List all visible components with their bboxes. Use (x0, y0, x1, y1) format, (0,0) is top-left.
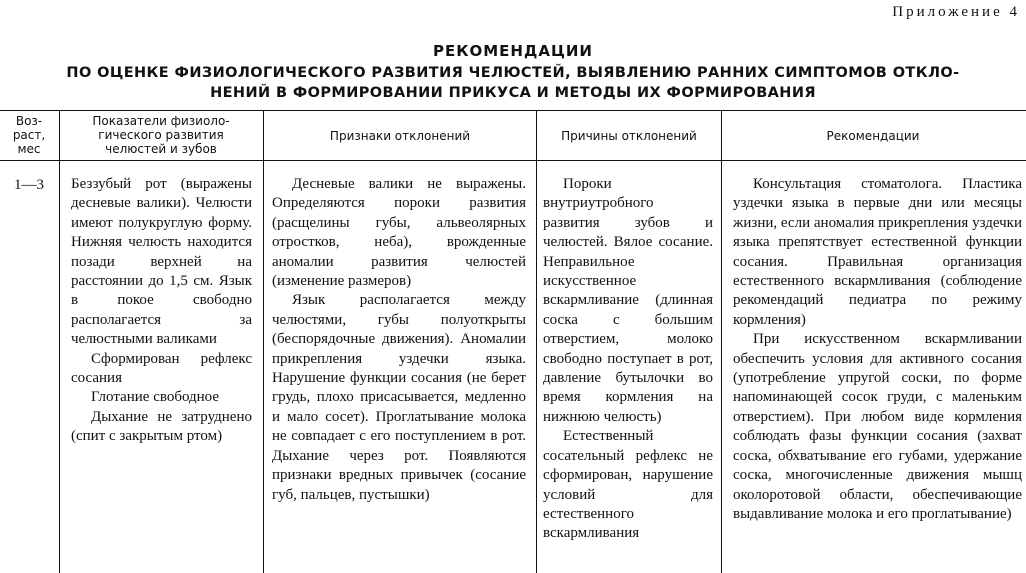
appendix-label: Приложение 4 (892, 4, 1020, 20)
indicators-paragraph: Дыхание не затруднено (спит с закрытым ртом) (71, 408, 252, 445)
header-age (0, 114, 58, 156)
header-indicators-line-2: гического развития (98, 128, 224, 142)
indicators-paragraph: Сформирован рефлекс сосания (71, 350, 252, 387)
header-causes: Причины отклонений (561, 129, 697, 143)
indicators-cell (71, 175, 252, 447)
column-divider-2 (263, 111, 264, 573)
indicators-paragraph: Глотание свободное (91, 389, 220, 406)
subtitle-line-2: НЕНИЙ В ФОРМИРОВАНИИ ПРИКУСА И МЕТОДЫ ИХ ФОРМИРОВАНИЯ (210, 85, 816, 101)
header-indicators (61, 114, 261, 156)
table-top-rule (0, 110, 1026, 111)
header-signs: Признаки отклонений (329, 129, 471, 143)
age-value: 1—3 (14, 177, 44, 193)
causes-paragraph: Пороки внутриутробного развития зубов и челюстей. Вялое сосание. Неправильное искусственное вскармливание (длинная соска с большим отверстием, молоко свободно поступает в рот, давление бутылочки во время кормления на нижнюю челюсть) (543, 176, 713, 425)
signs-cell (272, 175, 526, 505)
recommendations-cell (733, 175, 1022, 524)
column-divider-4 (721, 111, 722, 573)
header-bottom-rule (0, 160, 1026, 161)
header-recommendations: Рекомендации (826, 129, 920, 143)
header-indicators-line-1: Показатели физиоло- (92, 114, 230, 128)
subtitle-line-1: ПО ОЦЕНКЕ ФИЗИОЛОГИЧЕСКОГО РАЗВИТИЯ ЧЕЛЮСТЕЙ, ВЫЯВЛЕНИЮ РАННИХ СИМПТОМОВ ОТКЛО- (66, 65, 960, 81)
recommendations-paragraph: При искусственном вскармливании обеспечить условия для активного сосания (употребление упругой соски, по форме напоминающей сосок груди, с маленьким отверстием). При любом виде кормления соблюдать фазы функции сосания (захват соска, обхватывание его губами, удержание соска, многочисленные движения мышц околоротовой области, обеспечивающие выдавливание молока и его проглатывание) (733, 331, 1022, 522)
header-age-line-1: Воз- (15, 114, 43, 128)
page-title: РЕКОМЕНДАЦИИ (433, 42, 593, 60)
column-divider-3 (536, 111, 537, 573)
signs-paragraph: Язык располагается между челюстями, губы полуоткрыты (беспорядочные движения). Аномалии прикрепления уздечки языка. Нарушение функции сосания (не берет грудь, плохо присасывается, медленно и мало сосет). Проглатывание молока не совпадает с его поступлением в рот. Дыхание через рот. Появляются признаки вредных привычек (сосание губ, пальцев, пустышки) (272, 292, 526, 503)
column-divider-1 (59, 111, 60, 573)
indicators-paragraph: Беззубый рот (выражены десневые валики). Челюсти имеют полукруглую форму. Нижняя челюсть находится позади верхней на расстоянии до 1,5 см. Язык в покое свободно располагается за челюстными валиками (71, 176, 252, 348)
causes-cell (543, 175, 713, 544)
signs-paragraph: Десневые валики не выражены. Определяются пороки развития (расщелины губы, альвеолярных отростков, неба), врожденные аномалии развития челюстей (изменение размеров) (272, 176, 526, 290)
header-age-line-3: мес (17, 142, 41, 156)
causes-paragraph: Естественный сосательный рефлекс не сформирован, нарушение условий для естественного вскармливания (543, 428, 713, 542)
recommendations-paragraph: Консультация стоматолога. Пластика уздечки языка в первые дни или месяцы жизни, если аномалия прикрепления уздечки языка препятствует естественной функции сосания. Правильная организация естественного вскармливания (соблюдение рекомендаций педиатра по режиму кормления) (733, 176, 1022, 328)
page-subtitle (0, 63, 1026, 103)
header-age-line-2: раст, (12, 128, 46, 142)
header-indicators-line-3: челюстей и зубов (105, 142, 217, 156)
